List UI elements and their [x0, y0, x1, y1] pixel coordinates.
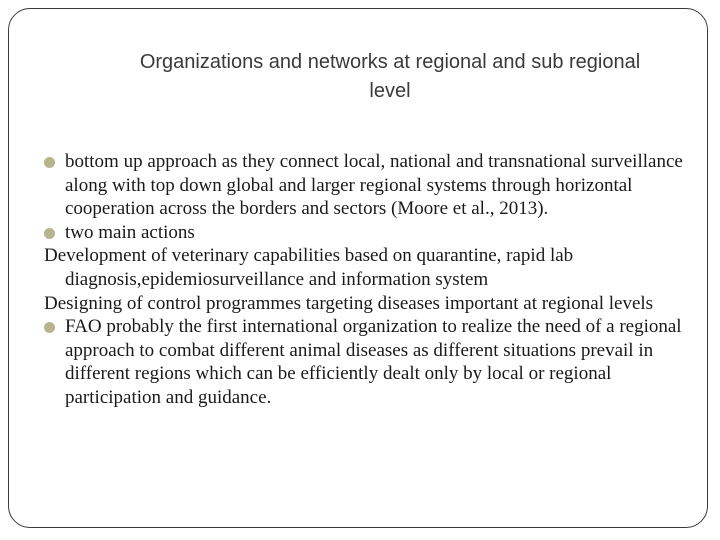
bullet-dot-icon — [44, 322, 55, 333]
bullet-item-3 — [44, 315, 694, 409]
bullet-dot-icon — [44, 157, 55, 168]
plain-item-1 — [44, 244, 694, 291]
slide-body — [44, 150, 694, 410]
bullet-item-2-text: two main actions — [65, 221, 195, 243]
plain-item-2-text: Designing of control programmes targeting diseases important at regional levels — [44, 292, 654, 314]
plain-item-2 — [44, 292, 694, 316]
bullet-dot-icon — [44, 228, 55, 239]
bullet-item-3-text: FAO probably the first international organization to realize the need of a regional approach to combat different animal diseases as different situations prevail in different regions which can be efficiently dealt only by local or regional participation and guidance. — [65, 316, 682, 408]
bullet-item-2 — [44, 221, 694, 245]
slide-title-line-2: level — [369, 80, 411, 102]
bullet-item-1 — [44, 150, 694, 221]
plain-item-1-text: Development of veterinary capabilities based on quarantine, rapid lab diagnosis,epidemiosurveillance and information system — [44, 245, 574, 290]
slide-title-line-1: Organizations and networks at regional and sub regional — [139, 51, 641, 73]
slide-title — [70, 48, 710, 106]
bullet-item-1-text: bottom up approach as they connect local, national and transnational surveillance along with top down global and larger regional systems through horizontal cooperation across the borders and sectors (Moore et al., 2013). — [65, 151, 683, 220]
